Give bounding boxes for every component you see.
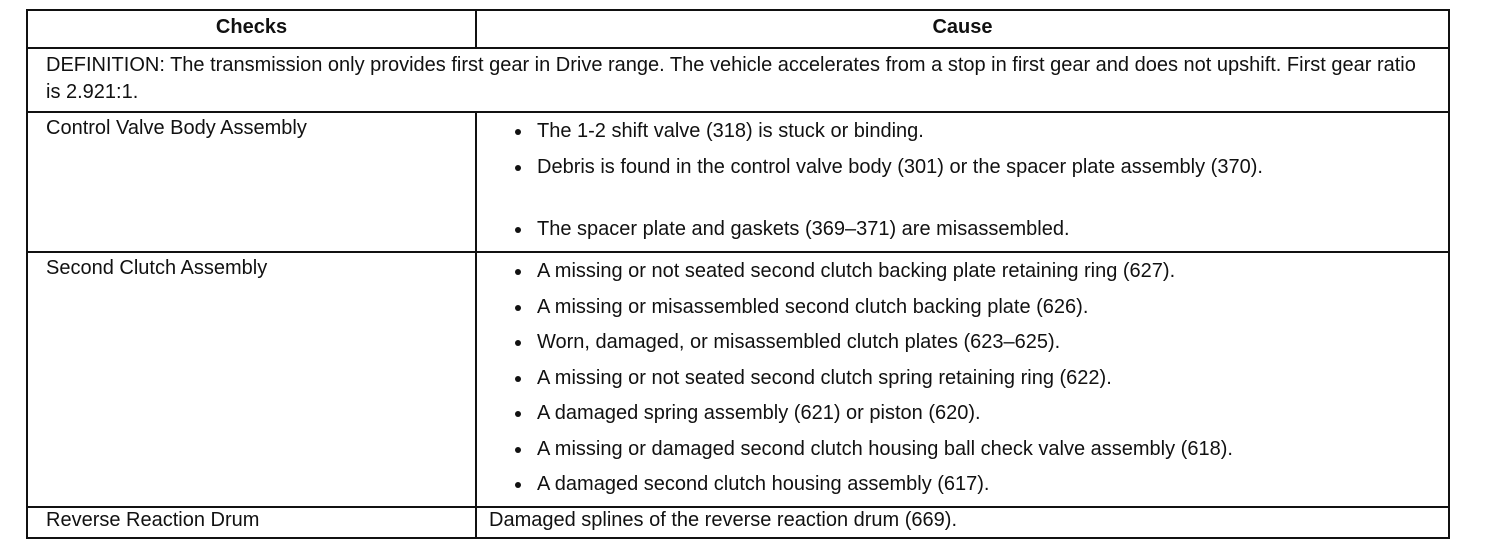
bullet-icon bbox=[515, 482, 521, 488]
cause-item: A missing or not seated second clutch backing plate retaining ring (627). bbox=[513, 258, 1428, 284]
bullet-icon bbox=[515, 227, 521, 233]
cause-item: A missing or not seated second clutch spring retaining ring (622). bbox=[513, 365, 1428, 391]
cause-item: The 1-2 shift valve (318) is stuck or binding. bbox=[513, 118, 1428, 144]
cause-item: Worn, damaged, or misassembled clutch plates (623–625). bbox=[513, 329, 1428, 355]
header-checks: Checks bbox=[28, 11, 477, 47]
cause-item: A damaged second clutch housing assembly (617). bbox=[513, 471, 1428, 497]
bullet-icon bbox=[515, 447, 521, 453]
definition-text: DEFINITION: The transmission only provides first gear in Drive range. The vehicle accelerates from a stop in first gear and does not upshift. First gear ratio is 2.921:1. bbox=[46, 54, 1416, 103]
cause-item: The spacer plate and gaskets (369–371) are misassembled. bbox=[513, 216, 1428, 242]
check-label: Second Clutch Assembly bbox=[28, 253, 477, 506]
cause-cell bbox=[477, 253, 1448, 506]
cause-cell bbox=[477, 113, 1448, 251]
diagnostic-table bbox=[26, 9, 1450, 539]
header-cause: Cause bbox=[932, 16, 993, 38]
definition-row bbox=[28, 49, 1448, 113]
bullet-icon bbox=[515, 305, 521, 311]
bullet-icon bbox=[515, 340, 521, 346]
check-label: Reverse Reaction Drum bbox=[28, 508, 477, 537]
table-row-control-valve bbox=[28, 113, 1448, 253]
cause-item: A damaged spring assembly (621) or piston (620). bbox=[513, 400, 1428, 426]
table-row-second-clutch bbox=[28, 253, 1448, 508]
bullet-icon bbox=[515, 269, 521, 275]
table-row-reverse-drum bbox=[28, 508, 1448, 537]
header-row bbox=[28, 11, 1448, 49]
bullet-icon bbox=[515, 129, 521, 135]
bullet-icon bbox=[515, 165, 521, 171]
cause-item: Debris is found in the control valve body (301) or the spacer plate assembly (370). bbox=[513, 154, 1298, 180]
cause-item: A missing or damaged second clutch housing ball check valve assembly (618). bbox=[513, 436, 1448, 462]
bullet-icon bbox=[515, 411, 521, 417]
bullet-icon bbox=[515, 376, 521, 382]
cause-item: A missing or misassembled second clutch backing plate (626). bbox=[513, 294, 1428, 320]
check-label: Control Valve Body Assembly bbox=[28, 113, 477, 251]
cause-cell: Damaged splines of the reverse reaction drum (669). bbox=[489, 509, 958, 531]
